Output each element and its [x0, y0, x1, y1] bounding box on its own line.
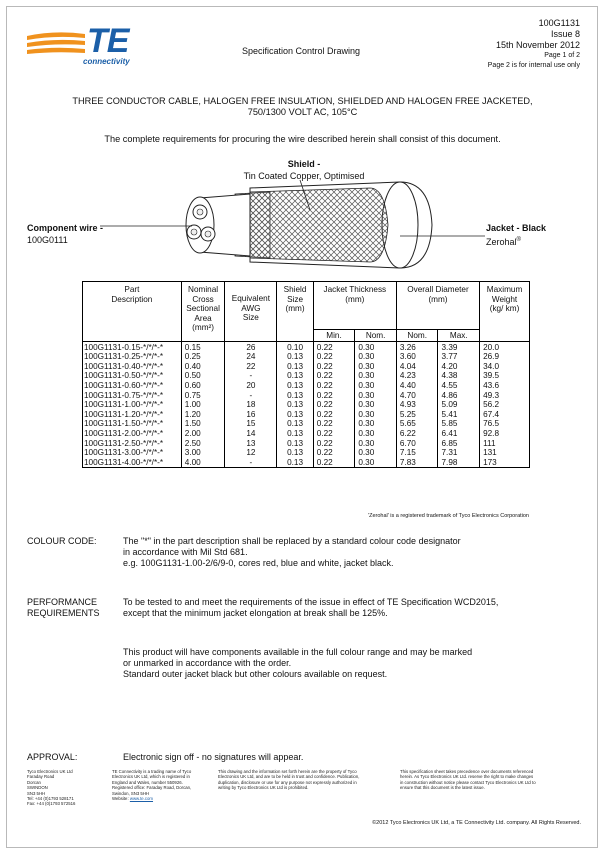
cell-jnom: 0.30: [355, 381, 397, 391]
cell-area: 0.75: [181, 391, 225, 401]
colour-code-label: COLOUR CODE:: [27, 536, 97, 546]
cell-onom: 4.23: [396, 371, 438, 381]
cell-shield: 0.13: [277, 448, 313, 458]
te-connectivity-logo: [25, 24, 145, 66]
cell-jnom: 0.30: [355, 391, 397, 401]
footer-address: Tyco Electronics UK Ltd Faraday Road Dorcan SWINDON SN3 5HH Tel: +44 (0)1793 528171 Fax: +44 (0)1793 572516: [27, 769, 76, 807]
cell-jmin: 0.22: [313, 352, 355, 362]
cell-omax: 6.85: [438, 439, 480, 449]
cell-jnom: 0.30: [355, 341, 397, 352]
te-swoosh-icon: [25, 28, 87, 58]
header-info: [488, 18, 580, 71]
cell-area: 0.40: [181, 362, 225, 372]
cell-part: 100G1131-0.50-*/*/*-*: [83, 371, 182, 381]
cell-awg: 12: [225, 448, 277, 458]
cell-awg: 24: [225, 352, 277, 362]
cell-onom: 4.70: [396, 391, 438, 401]
cell-onom: 4.04: [396, 362, 438, 372]
cell-awg: 26: [225, 341, 277, 352]
cell-weight: 34.0: [480, 362, 530, 372]
approval-text: Electronic sign off - no signatures will appear.: [123, 752, 304, 762]
cell-onom: 3.26: [396, 341, 438, 352]
cell-shield: 0.13: [277, 439, 313, 449]
cell-awg: -: [225, 458, 277, 468]
cell-omax: 4.55: [438, 381, 480, 391]
table-row: [83, 429, 530, 439]
table-row: [83, 400, 530, 410]
cell-onom: 7.83: [396, 458, 438, 468]
th-overall-nom: Nom.: [396, 330, 438, 342]
cell-part: 100G1131-0.15-*/*/*-*: [83, 341, 182, 352]
issue: Issue 8: [550, 29, 580, 39]
cell-onom: 4.40: [396, 381, 438, 391]
cell-area: 1.20: [181, 410, 225, 420]
cell-weight: 92.8: [480, 429, 530, 439]
table-row: [83, 362, 530, 372]
cell-area: 2.00: [181, 429, 225, 439]
cell-awg: -: [225, 371, 277, 381]
cell-omax: 4.38: [438, 371, 480, 381]
cell-area: 1.00: [181, 400, 225, 410]
cell-part: 100G1131-0.25-*/*/*-*: [83, 352, 182, 362]
performance-text: To be tested to and meet the requirements of the issue in effect of TE Specification WCD2015, except that the minimum jacket elongation at break shall be 125%.: [123, 597, 499, 618]
cell-jmin: 0.22: [313, 400, 355, 410]
cell-shield: 0.13: [277, 419, 313, 429]
cell-area: 0.15: [181, 341, 225, 352]
cell-awg: 13: [225, 439, 277, 449]
th-part: Part Description: [83, 282, 182, 342]
footer-confidentiality: This drawing and the information set forth herein are the property of Tyco Electronics UK Ltd, and are to be held in trust and confidence. Publication, duplication, disclosure or use for any purpose not expressly authorized in writing by Tyco Electronics UK Ltd is prohibited.: [218, 769, 360, 791]
cell-jmin: 0.22: [313, 448, 355, 458]
cell-part: 100G1131-2.50-*/*/*-*: [83, 439, 182, 449]
cell-onom: 6.22: [396, 429, 438, 439]
cell-weight: 43.6: [480, 381, 530, 391]
cell-shield: 0.13: [277, 458, 313, 468]
trademark-note: 'Zerohal' is a registered trademark of Tyco Electronics Corporation: [368, 513, 529, 519]
jacket-desc: Zerohal: [486, 237, 517, 247]
cell-shield: 0.13: [277, 410, 313, 420]
cell-part: 100G1131-4.00-*/*/*-*: [83, 458, 182, 468]
website-link[interactable]: www.te.com: [129, 796, 154, 802]
cell-jnom: 0.30: [355, 458, 397, 468]
cell-jnom: 0.30: [355, 352, 397, 362]
table-row: [83, 419, 530, 429]
cell-omax: 4.86: [438, 391, 480, 401]
cell-area: 4.00: [181, 458, 225, 468]
footer-precedence: This specification sheet takes precedence over documents referenced herein. As Tyco Electronics UK Ltd. reserve the right to make changes in construction without notice please contact Tyco Electronics UK Ltd to ensure that this document is the latest issue.: [400, 769, 536, 791]
cell-part: 100G1131-0.40-*/*/*-*: [83, 362, 182, 372]
th-weight: Maximum Weight (kg/ km): [480, 282, 530, 342]
cell-omax: 6.41: [438, 429, 480, 439]
footer-fax: Fax: +44 (0)1793 572516: [27, 801, 76, 807]
cable-cross-section-diagram: [100, 180, 500, 270]
cell-weight: 20.0: [480, 341, 530, 352]
cell-awg: 20: [225, 381, 277, 391]
component-title: Component wire -: [27, 223, 103, 233]
performance-label: PERFORMANCE REQUIREMENTS: [27, 597, 100, 618]
cell-part: 100G1131-0.75-*/*/*-*: [83, 391, 182, 401]
shield-label: [234, 158, 374, 182]
footer-company: TE Connectivity is a trading name of Tyco Electronics UK Ltd, which is registered in England and Wales, number 550926. Registered office: Faraday Road, Dorcan, Swindon, SN3 5HH Website: www.te.com: [112, 769, 192, 802]
cell-weight: 56.2: [480, 400, 530, 410]
th-jacket-min: Min.: [313, 330, 355, 342]
cell-jmin: 0.22: [313, 458, 355, 468]
component-ref: 100G0111: [27, 235, 68, 245]
copyright: ©2012 Tyco Electronics UK Ltd, a TE Connectivity Ltd. company. All Rights Reserved.: [372, 820, 581, 826]
cell-area: 0.50: [181, 371, 225, 381]
table-row: [83, 341, 530, 352]
cell-weight: 76.5: [480, 419, 530, 429]
shield-desc: Tin Coated Copper, Optimised: [243, 171, 365, 181]
logo-te-text: TE: [87, 22, 129, 60]
cell-onom: 4.93: [396, 400, 438, 410]
cell-jmin: 0.22: [313, 419, 355, 429]
th-awg: Equivalent AWG Size: [225, 282, 277, 342]
cell-omax: 7.31: [438, 448, 480, 458]
cell-shield: 0.10: [277, 341, 313, 352]
cell-omax: 3.77: [438, 352, 480, 362]
cell-shield: 0.13: [277, 352, 313, 362]
cell-onom: 6.70: [396, 439, 438, 449]
cell-shield: 0.13: [277, 400, 313, 410]
jacket-reg-mark: ®: [516, 237, 521, 243]
doc-number: 100G1131: [538, 18, 580, 28]
cell-shield: 0.13: [277, 391, 313, 401]
cell-jnom: 0.30: [355, 371, 397, 381]
cell-part: 100G1131-1.00-*/*/*-*: [83, 400, 182, 410]
cell-part: 100G1131-2.00-*/*/*-*: [83, 429, 182, 439]
table-row: [83, 381, 530, 391]
table-row: [83, 448, 530, 458]
cell-onom: 3.60: [396, 352, 438, 362]
cell-part: 100G1131-3.00-*/*/*-*: [83, 448, 182, 458]
cell-shield: 0.13: [277, 371, 313, 381]
th-jacket-nom: Nom.: [355, 330, 397, 342]
jacket-title: Jacket - Black: [486, 223, 547, 233]
cell-omax: 4.20: [438, 362, 480, 372]
th-overall: Overall Diameter (mm): [396, 282, 479, 330]
spec-table: [82, 281, 530, 468]
cell-omax: 5.09: [438, 400, 480, 410]
cell-shield: 0.13: [277, 381, 313, 391]
th-shield: Shield Size (mm): [277, 282, 313, 342]
cell-omax: 5.41: [438, 410, 480, 420]
components-text: This product will have components available in the full colour range and may be marked or unmarked in accordance with the order. Standard outer jacket black but other colours available on request.: [123, 647, 473, 679]
cell-weight: 39.5: [480, 371, 530, 381]
table-row: [83, 410, 530, 420]
cell-jmin: 0.22: [313, 429, 355, 439]
cell-jmin: 0.22: [313, 371, 355, 381]
cable-title: [0, 96, 605, 118]
colour-code-text: The "*" in the part description shall be replaced by a standard colour code designator in accordance with Mil Std 681. e.g. 100G1131-1.00-2/6/9-0, cores red, blue and white, jacket black.: [123, 536, 461, 568]
cell-awg: 15: [225, 419, 277, 429]
th-cross-section: Nominal Cross Sectional Area (mm²): [181, 282, 225, 342]
cell-area: 1.50: [181, 419, 225, 429]
cell-jnom: 0.30: [355, 410, 397, 420]
cell-area: 0.60: [181, 381, 225, 391]
cable-title-line1: THREE CONDUCTOR CABLE, HALOGEN FREE INSULATION, SHIELDED AND HALOGEN FREE JACKETED,: [72, 96, 533, 106]
cell-area: 2.50: [181, 439, 225, 449]
document-type: Specification Control Drawing: [242, 46, 361, 56]
cell-awg: -: [225, 391, 277, 401]
cell-jmin: 0.22: [313, 410, 355, 420]
cell-part: 100G1131-0.60-*/*/*-*: [83, 381, 182, 391]
cable-title-line2: 750/1300 VOLT AC, 105°C: [247, 107, 358, 117]
cell-jnom: 0.30: [355, 429, 397, 439]
cell-omax: 3.39: [438, 341, 480, 352]
issue-date: 15th November 2012: [495, 40, 580, 50]
cell-awg: 22: [225, 362, 277, 372]
cell-jmin: 0.22: [313, 381, 355, 391]
cell-weight: 26.9: [480, 352, 530, 362]
page-note: Page 2 is for internal use only: [487, 62, 580, 69]
cell-omax: 7.98: [438, 458, 480, 468]
jacket-label: [486, 222, 546, 248]
cell-weight: 131: [480, 448, 530, 458]
cell-part: 100G1131-1.50-*/*/*-*: [83, 419, 182, 429]
approval-label: APPROVAL:: [27, 752, 78, 762]
cell-weight: 67.4: [480, 410, 530, 420]
cell-part: 100G1131-1.20-*/*/*-*: [83, 410, 182, 420]
footer-tel: Tel: +44 (0)1793 528171: [27, 796, 74, 802]
shield-title: Shield -: [287, 159, 321, 169]
logo-connectivity-text: connectivity: [83, 57, 130, 66]
cell-area: 0.25: [181, 352, 225, 362]
cell-weight: 49.3: [480, 391, 530, 401]
cell-omax: 5.85: [438, 419, 480, 429]
th-overall-max: Max.: [438, 330, 480, 342]
cell-jmin: 0.22: [313, 341, 355, 352]
table-row: [83, 439, 530, 449]
table-row: [83, 352, 530, 362]
cell-onom: 5.25: [396, 410, 438, 420]
cell-shield: 0.13: [277, 429, 313, 439]
page-number: Page 1 of 2: [544, 52, 580, 59]
cell-shield: 0.13: [277, 362, 313, 372]
cell-weight: 173: [480, 458, 530, 468]
cell-jmin: 0.22: [313, 362, 355, 372]
cell-onom: 5.65: [396, 419, 438, 429]
cell-area: 3.00: [181, 448, 225, 458]
table-row: [83, 458, 530, 468]
cell-jnom: 0.30: [355, 448, 397, 458]
cell-awg: 18: [225, 400, 277, 410]
cell-jmin: 0.22: [313, 439, 355, 449]
cell-weight: 111: [480, 439, 530, 449]
th-jacket: Jacket Thickness (mm): [313, 282, 396, 330]
intro-text: The complete requirements for procuring the wire described herein shall consist of this document.: [104, 134, 501, 144]
cell-awg: 16: [225, 410, 277, 420]
cell-jnom: 0.30: [355, 439, 397, 449]
cell-onom: 7.15: [396, 448, 438, 458]
component-wire-label: [27, 222, 103, 246]
cell-jnom: 0.30: [355, 362, 397, 372]
cell-jmin: 0.22: [313, 391, 355, 401]
cell-jnom: 0.30: [355, 419, 397, 429]
cell-awg: 14: [225, 429, 277, 439]
cell-jnom: 0.30: [355, 400, 397, 410]
table-row: [83, 371, 530, 381]
table-row: [83, 391, 530, 401]
